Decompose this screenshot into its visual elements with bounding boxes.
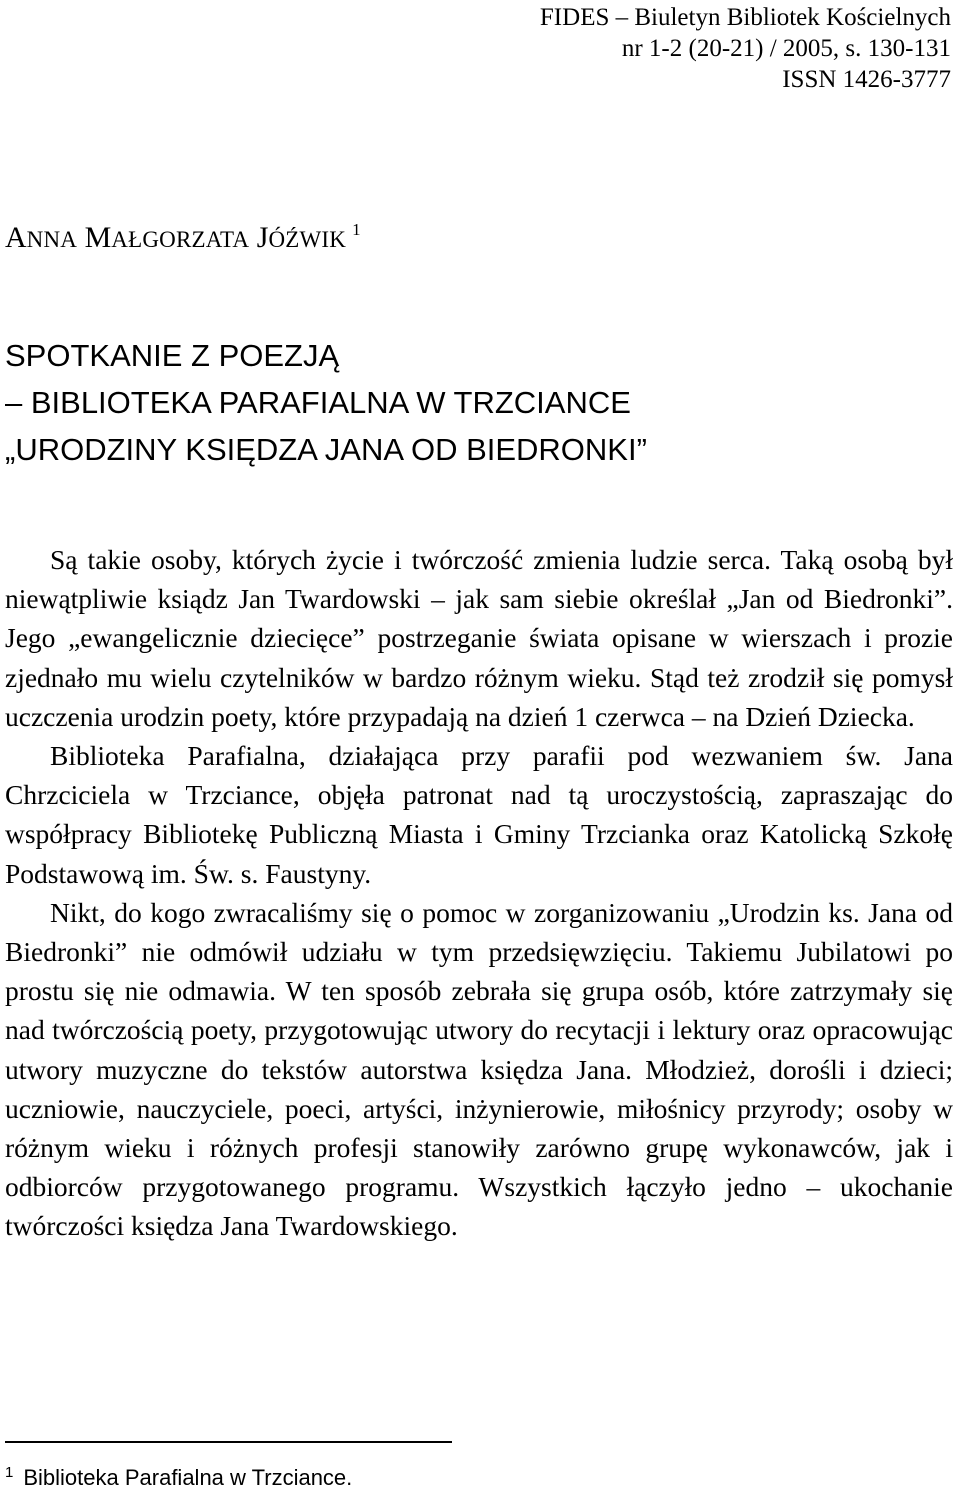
title-line-2: – BIBLIOTEKA PARAFIALNA W TRZCIANCE xyxy=(5,385,631,420)
author-initial-m: M xyxy=(84,221,112,254)
paragraph-1: Są takie osoby, których życie i twórczość zmienia ludzie serca. Taką osobą był niewątpliwie ksiądz Jan Twardowski – jak sam siebie określał „Jan od Biedronki”. Jego „ewangelicznie dziecięce” postrzeganie świata opisane w wierszach i prozie zjednało mu wielu czytelników w bardzo różnym wieku. Stąd też zrodził się pomysł uczczenia urodzin poety, które przypadają na dzień 1 czerwca – na Dzień Dziecka. xyxy=(5,544,953,732)
journal-issue: nr 1-2 (20-21) / 2005, s. 130-131 xyxy=(621,35,951,62)
paragraph-2: Biblioteka Parafialna, działająca przy parafii pod wezwaniem św. Jana Chrzciciela w Trzciance, objęła patronat nad tą uroczystością, zapraszając do współpracy Bibliotekę Publiczną Miasta i Gminy Trzcianka oraz Katolicką Szkołę Podstawową im. Św. s. Faustyny. xyxy=(5,740,953,889)
author-initial-j: J xyxy=(256,221,269,254)
journal-header xyxy=(540,2,951,95)
title-line-3: „URODZINY KSIĘDZA JANA OD BIEDRONKI” xyxy=(5,432,647,467)
author-first-name-rest: NNA xyxy=(26,227,78,252)
author-footnote-ref: 1 xyxy=(352,220,361,239)
author-name xyxy=(5,212,361,258)
paragraph-3: Nikt, do kogo zwracaliśmy się o pomoc w zorganizowaniu „Urodzin ks. Jana od Biedronki” nie odmówił udziału w tym przedsięwzięciu. Takiemu Jubilatowi po prostu się nie odmawia. W ten sposób zebrała się grupa osób, które zatrzymały się nad twórczością poety, przygotowując utwory do recytacji i lektury oraz opracowując utwory muzyczne do tekstów autorstwa księdza Jana. Młodzież, dorośli i dzieci; uczniowie, nauczyciele, poeci, artyści, inżynierowie, miłośnicy przyrody; osoby w różnym wieku i różnych profesji stanowiły zarówno grupę wykonawców, jak i odbiorców przygotowanego programu. Wszystkich łączyło jedno – ukochanie twórczości księdza Jana Twardowskiego. xyxy=(5,896,953,1242)
journal-title: FIDES – Biuletyn Bibliotek Kościelnych xyxy=(539,4,951,31)
article-title xyxy=(5,332,647,473)
footnote-number: 1 xyxy=(5,1464,14,1481)
author-surname-rest: ÓŹWIK xyxy=(268,227,347,252)
footnote-text: Biblioteka Parafialna w Trzciance. xyxy=(23,1465,353,1490)
article-body xyxy=(5,540,953,1246)
author-initial-a: A xyxy=(5,221,27,254)
title-line-1: SPOTKANIE Z POEZJĄ xyxy=(5,338,340,373)
document-page xyxy=(5,0,953,1491)
author-middle-name-rest: AŁGORZATA xyxy=(111,227,250,252)
footnote xyxy=(5,1460,352,1491)
journal-issn: ISSN 1426-3777 xyxy=(782,66,951,93)
footnote-divider xyxy=(5,1441,452,1443)
